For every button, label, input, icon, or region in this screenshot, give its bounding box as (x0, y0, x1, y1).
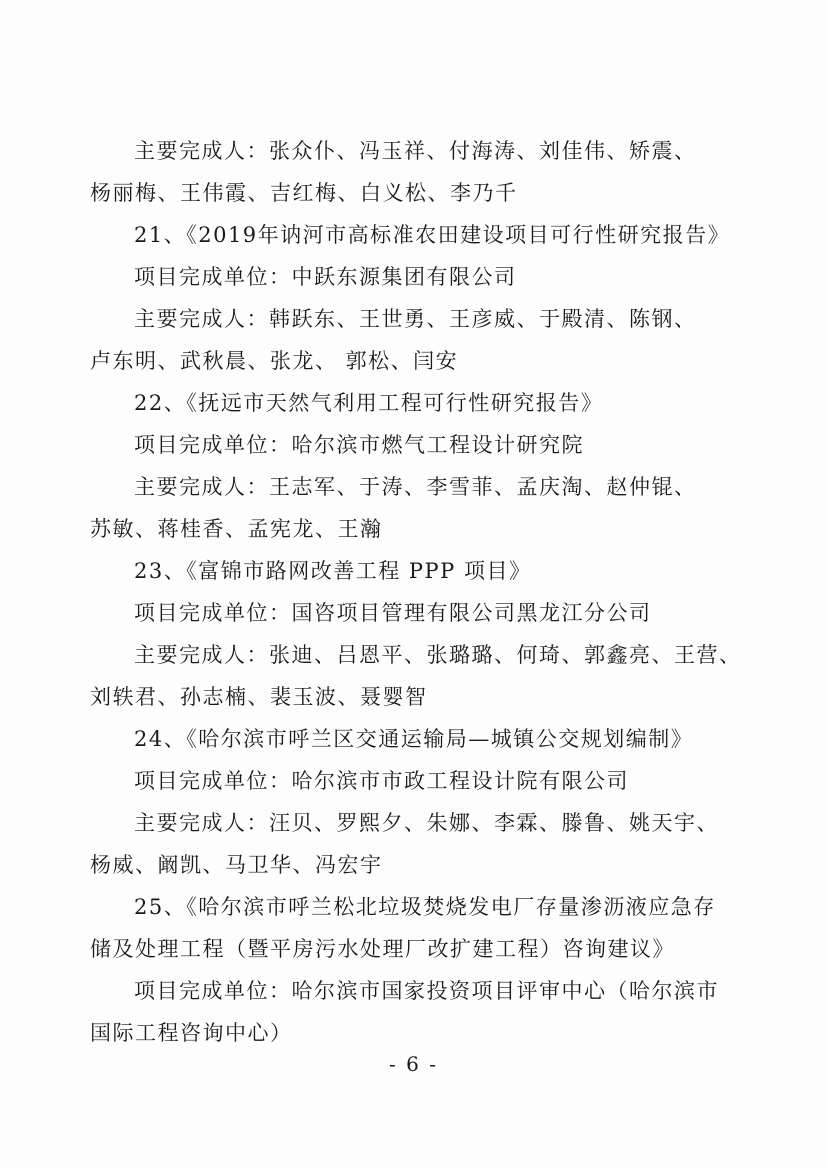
completer-line-continued: 杨丽梅、王伟霞、吉红梅、白义松、李乃千 (90, 181, 518, 205)
completer-line-23-continued: 刘轶君、孙志楠、裴玉波、聂婴智 (90, 685, 428, 709)
project-unit-24: 项目完成单位：哈尔滨市市政工程设计院有限公司 (134, 769, 629, 793)
completer-line-24: 主要完成人：汪贝、罗熙夕、朱娜、李霖、滕鲁、姚天宇、 (134, 811, 719, 835)
completer-line-22-continued: 苏敏、蒋桂香、孟宪龙、王瀚 (90, 517, 383, 541)
project-title-22: 22、《抚远市天然气利用工程可行性研究报告》 (134, 391, 604, 415)
project-title-24: 24、《哈尔滨市呼兰区交通运输局—城镇公交规划编制》 (134, 727, 694, 751)
document-body (90, 130, 740, 1054)
project-unit-25-continued: 国际工程咨询中心） (90, 1021, 293, 1045)
completer-line-23: 主要完成人：张迪、吕恩平、张璐璐、何琦、郭鑫亮、王营、 (134, 643, 742, 667)
completer-line-21: 主要完成人：韩跃东、王世勇、王彦威、于殿清、陈钢、 (134, 307, 697, 331)
completer-line-21-continued: 卢东明、武秋晨、张龙、 郭松、闫安 (90, 349, 459, 373)
project-title-25: 25、《哈尔滨市呼兰松北垃圾焚烧发电厂存量渗沥液应急存 (134, 895, 716, 919)
completer-line-24-continued: 杨威、阚凯、马卫华、冯宏宇 (90, 853, 383, 877)
project-unit-21: 项目完成单位：中跃东源集团有限公司 (134, 265, 517, 289)
project-title-25-continued: 储及处理工程（暨平房污水处理厂改扩建工程）咨询建议》 (90, 937, 675, 961)
page-number: - 6 - (389, 1052, 438, 1076)
project-title-23: 23、《富锦市路网改善工程 PPP 项目》 (134, 559, 532, 583)
project-unit-25: 项目完成单位：哈尔滨市国家投资项目评审中心（哈尔滨市 (134, 979, 719, 1003)
project-title-21: 21、《2019年讷河市高标准农田建设项目可行性研究报告》 (134, 223, 731, 247)
project-unit-23: 项目完成单位：国咨项目管理有限公司黑龙江分公司 (134, 601, 652, 625)
completer-line: 主要完成人：张众仆、冯玉祥、付海涛、刘佳伟、矫震、 (134, 139, 697, 163)
project-unit-22: 项目完成单位：哈尔滨市燃气工程设计研究院 (134, 433, 584, 457)
completer-line-22: 主要完成人：王志军、于涛、李雪菲、孟庆淘、赵仲锟、 (134, 475, 697, 499)
